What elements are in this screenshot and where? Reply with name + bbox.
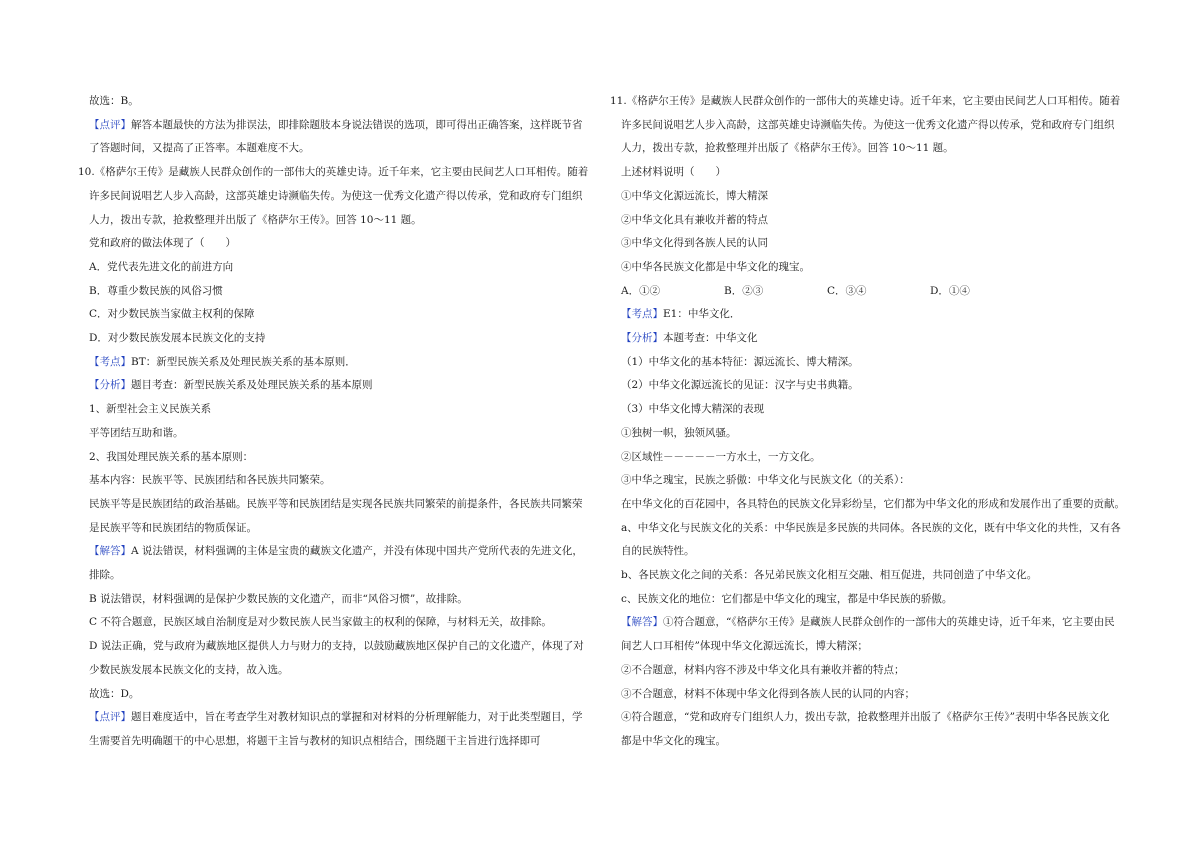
text-line bbox=[78, 137, 598, 161]
line-text: b、各民族文化之间的关系：各兄弟民族文化相互交融、相互促进，共同创造了中华文化。 bbox=[621, 569, 1038, 582]
text-line bbox=[610, 161, 1130, 185]
section-tag: 【考点】 bbox=[89, 355, 131, 368]
text-line bbox=[78, 683, 598, 707]
line-text: ①独树一帜，独领风骚。 bbox=[621, 426, 737, 439]
text-line bbox=[610, 683, 1130, 707]
line-text: 上述材料说明（ ） bbox=[621, 166, 726, 179]
line-text: 少数民族发展本民族文化的支持，故入选。 bbox=[89, 663, 289, 676]
text-line bbox=[78, 280, 598, 304]
text-line bbox=[610, 209, 1130, 233]
text-line bbox=[78, 493, 598, 517]
section-tag: 【点评】 bbox=[89, 118, 131, 131]
text-line bbox=[78, 422, 598, 446]
text-line bbox=[610, 517, 1130, 541]
line-text: B 说法错误，材料强调的是保护少数民族的文化遗产，而非“风俗习惯”，故排除。 bbox=[89, 592, 468, 605]
text-line bbox=[610, 327, 1130, 351]
text-line bbox=[610, 540, 1130, 564]
line-text: C．对少数民族当家做主权利的保障 bbox=[89, 308, 255, 321]
text-line bbox=[78, 161, 598, 185]
line-text: 题目难度适中，旨在考查学生对教材知识点的掌握和对材料的分析理解能力，对于此类型题目，学 bbox=[131, 711, 583, 724]
text-line bbox=[78, 730, 598, 754]
text-line bbox=[610, 374, 1130, 398]
text-line bbox=[78, 540, 598, 564]
line-text: C 不符合题意，民族区域自治制度是对少数民族人民当家做主的权利的保障，与材料无关，故排除。 bbox=[89, 616, 552, 629]
text-line bbox=[610, 469, 1130, 493]
text-line bbox=[610, 730, 1130, 754]
text-line bbox=[78, 706, 598, 730]
text-line bbox=[78, 351, 598, 375]
line-text: 1、新型社会主义民族关系 bbox=[89, 403, 212, 416]
option-b: B．②③ bbox=[724, 284, 764, 297]
line-text: 平等团结互助和谐。 bbox=[89, 426, 184, 439]
line-text: 题目考查：新型民族关系及处理民族关系的基本原则 bbox=[131, 379, 373, 392]
text-line bbox=[78, 517, 598, 541]
text-line bbox=[610, 422, 1130, 446]
text-line bbox=[78, 659, 598, 683]
line-text: 在中华文化的百花园中，各具特色的民族文化异彩纷呈，它们都为中华文化的形成和发展作出了重要的贡献。 bbox=[621, 497, 1125, 510]
text-line bbox=[78, 232, 598, 256]
line-text: 自的民族特性。 bbox=[621, 545, 695, 558]
line-text: 人力，拨出专款，抢救整理并出版了《格萨尔王传》。回答 10～11 题。 bbox=[89, 213, 422, 226]
text-line bbox=[610, 635, 1130, 659]
text-line bbox=[78, 469, 598, 493]
text-line bbox=[78, 303, 598, 327]
text-line bbox=[78, 114, 598, 138]
line-text: ③中华文化得到各族人民的认同 bbox=[621, 237, 768, 250]
line-text: 基本内容：民族平等、民族团结和各民族共同繁荣。 bbox=[89, 474, 331, 487]
line-text: 本题考查：中华文化 bbox=[663, 332, 758, 345]
text-line bbox=[78, 635, 598, 659]
section-tag: 【解答】 bbox=[89, 545, 131, 558]
line-text: 间艺人口耳相传”体现中华文化源远流长，博大精深； bbox=[621, 640, 868, 653]
text-line bbox=[610, 706, 1130, 730]
text-line bbox=[610, 114, 1130, 138]
text-line bbox=[610, 303, 1130, 327]
line-text: ④中华各民族文化都是中华文化的瑰宝。 bbox=[621, 260, 810, 273]
line-text: （3）中华文化博大精深的表现 bbox=[621, 403, 765, 416]
question-11-block bbox=[610, 90, 1130, 280]
text-line bbox=[610, 659, 1130, 683]
text-line bbox=[78, 374, 598, 398]
text-line bbox=[610, 446, 1130, 470]
section-tag: 【点评】 bbox=[89, 711, 131, 724]
line-text: 许多民间说唱艺人步入高龄，这部英雄史诗濒临失传。为使这一优秀文化遗产得以传承，党和政府专门组织 bbox=[89, 189, 583, 202]
line-text: B．尊重少数民族的风俗习惯 bbox=[89, 284, 223, 297]
line-text: ②中华文化具有兼收并蓄的特点 bbox=[621, 213, 768, 226]
text-line bbox=[78, 398, 598, 422]
line-text: ②区域性－－－－－一方水土，一方文化。 bbox=[621, 450, 821, 463]
line-text: 民族平等是民族团结的政治基础。民族平等和民族团结是实现各民族共同繁荣的前提条件，各民族共同繁荣 bbox=[89, 497, 583, 510]
line-text: （2）中华文化源远流长的见证：汉字与史书典籍。 bbox=[621, 379, 859, 392]
text-line bbox=[78, 588, 598, 612]
line-text: A 说法错误，材料强调的主体是宝贵的藏族文化遗产，并没有体现中国共产党所代表的先进文化， bbox=[131, 545, 583, 558]
option-d: D．①④ bbox=[930, 284, 970, 297]
line-text: ③不合题意，材料不体现中华文化得到各族人民的认同的内容； bbox=[621, 687, 915, 700]
line-text: 许多民间说唱艺人步入高龄，这部英雄史诗濒临失传。为使这一优秀文化遗产得以传承，党和政府专门组织 bbox=[621, 118, 1115, 131]
line-text: ①符合题意，“《格萨尔王传》是藏族人民群众创作的一部伟大的英雄史诗，近千年来，它主要由民 bbox=[663, 616, 1115, 629]
line-text: 排除。 bbox=[89, 569, 121, 582]
line-text: （1）中华文化的基本特征：源远流长、博大精深。 bbox=[621, 355, 859, 368]
line-text: 10.《格萨尔王传》是藏族人民群众创作的一部伟大的英雄史诗。近千年来，它主要由民间艺人口耳相传。随着 bbox=[78, 166, 589, 179]
text-line bbox=[78, 327, 598, 351]
line-text: ④符合题意，“党和政府专门组织人力，拨出专款，抢救整理并出版了《格萨尔王传》”表明中华各民族文化 bbox=[621, 711, 1110, 724]
line-text: BT：新型民族关系及处理民族关系的基本原则． bbox=[131, 355, 356, 368]
text-line bbox=[610, 351, 1130, 375]
text-line bbox=[610, 90, 1130, 114]
analysis-block bbox=[610, 303, 1130, 753]
text-line bbox=[78, 256, 598, 280]
line-text: D．对少数民族发展本民族文化的支持 bbox=[89, 332, 266, 345]
line-text: 是民族平等和民族团结的物质保证。 bbox=[89, 521, 257, 534]
option-a: A．①② bbox=[621, 284, 661, 297]
text-line bbox=[610, 232, 1130, 256]
line-text: ②不合题意，材料内容不涉及中华文化具有兼收并蓄的特点； bbox=[621, 663, 905, 676]
line-text: 党和政府的做法体现了（ ） bbox=[89, 237, 236, 250]
line-text: E1：中华文化． bbox=[663, 308, 741, 321]
text-line bbox=[78, 446, 598, 470]
line-text: 故选：D。 bbox=[89, 687, 140, 700]
text-line bbox=[610, 398, 1130, 422]
text-line bbox=[610, 588, 1130, 612]
answer-options bbox=[610, 280, 1130, 304]
line-text: A．党代表先进文化的前进方向 bbox=[89, 260, 234, 273]
line-text: 人力，拨出专款，抢救整理并出版了《格萨尔王传》。回答 10～11 题。 bbox=[621, 142, 954, 155]
text-line bbox=[610, 611, 1130, 635]
text-line bbox=[610, 564, 1130, 588]
line-text: 11.《格萨尔王传》是藏族人民群众创作的一部伟大的英雄史诗。近千年来，它主要由民间艺人口耳相传。随着 bbox=[610, 95, 1121, 107]
section-tag: 【解答】 bbox=[621, 616, 663, 629]
line-text: 都是中华文化的瑰宝。 bbox=[621, 734, 726, 747]
text-line bbox=[610, 137, 1130, 161]
text-line bbox=[78, 611, 598, 635]
line-text: 解答本题最快的方法为排误法，即排除题肢本身说法错误的选项，即可得出正确答案，这样既节省 bbox=[131, 118, 583, 131]
text-line bbox=[610, 256, 1130, 280]
line-text: 了答题时间，又提高了正答率。本题难度不大。 bbox=[89, 142, 310, 155]
text-line bbox=[78, 185, 598, 209]
line-text: c、民族文化的地位：它们都是中华文化的瑰宝，都是中华民族的骄傲。 bbox=[621, 592, 953, 605]
option-c: C．③④ bbox=[827, 284, 867, 297]
text-line bbox=[78, 90, 598, 114]
line-text: 生需要首先明确题干的中心思想，将题干主旨与教材的知识点相结合，围绕题干主旨进行选择即可 bbox=[89, 734, 541, 747]
section-tag: 【分析】 bbox=[621, 332, 663, 345]
line-text: 2、我国处理民族关系的基本原则： bbox=[89, 450, 254, 463]
line-text: ①中华文化源远流长，博大精深 bbox=[621, 189, 768, 202]
text-line bbox=[610, 493, 1130, 517]
section-tag: 【考点】 bbox=[621, 308, 663, 321]
text-line bbox=[78, 209, 598, 233]
line-text: ③中华之瑰宝，民族之骄傲：中华文化与民族文化（的关系）： bbox=[621, 474, 910, 487]
line-text: a、中华文化与民族文化的关系：中华民族是多民族的共同体。各民族的文化，既有中华文化的共性，又有各 bbox=[621, 521, 1121, 534]
line-text: D 说法正确，党与政府为藏族地区提供人力与财力的支持，以鼓励藏族地区保护自己的文化遗产，体现了对 bbox=[89, 640, 584, 653]
right-column bbox=[610, 90, 1130, 754]
line-text: 故选：B。 bbox=[89, 95, 139, 107]
section-tag: 【分析】 bbox=[89, 379, 131, 392]
text-line bbox=[610, 185, 1130, 209]
text-line bbox=[78, 564, 598, 588]
left-column bbox=[78, 90, 598, 754]
